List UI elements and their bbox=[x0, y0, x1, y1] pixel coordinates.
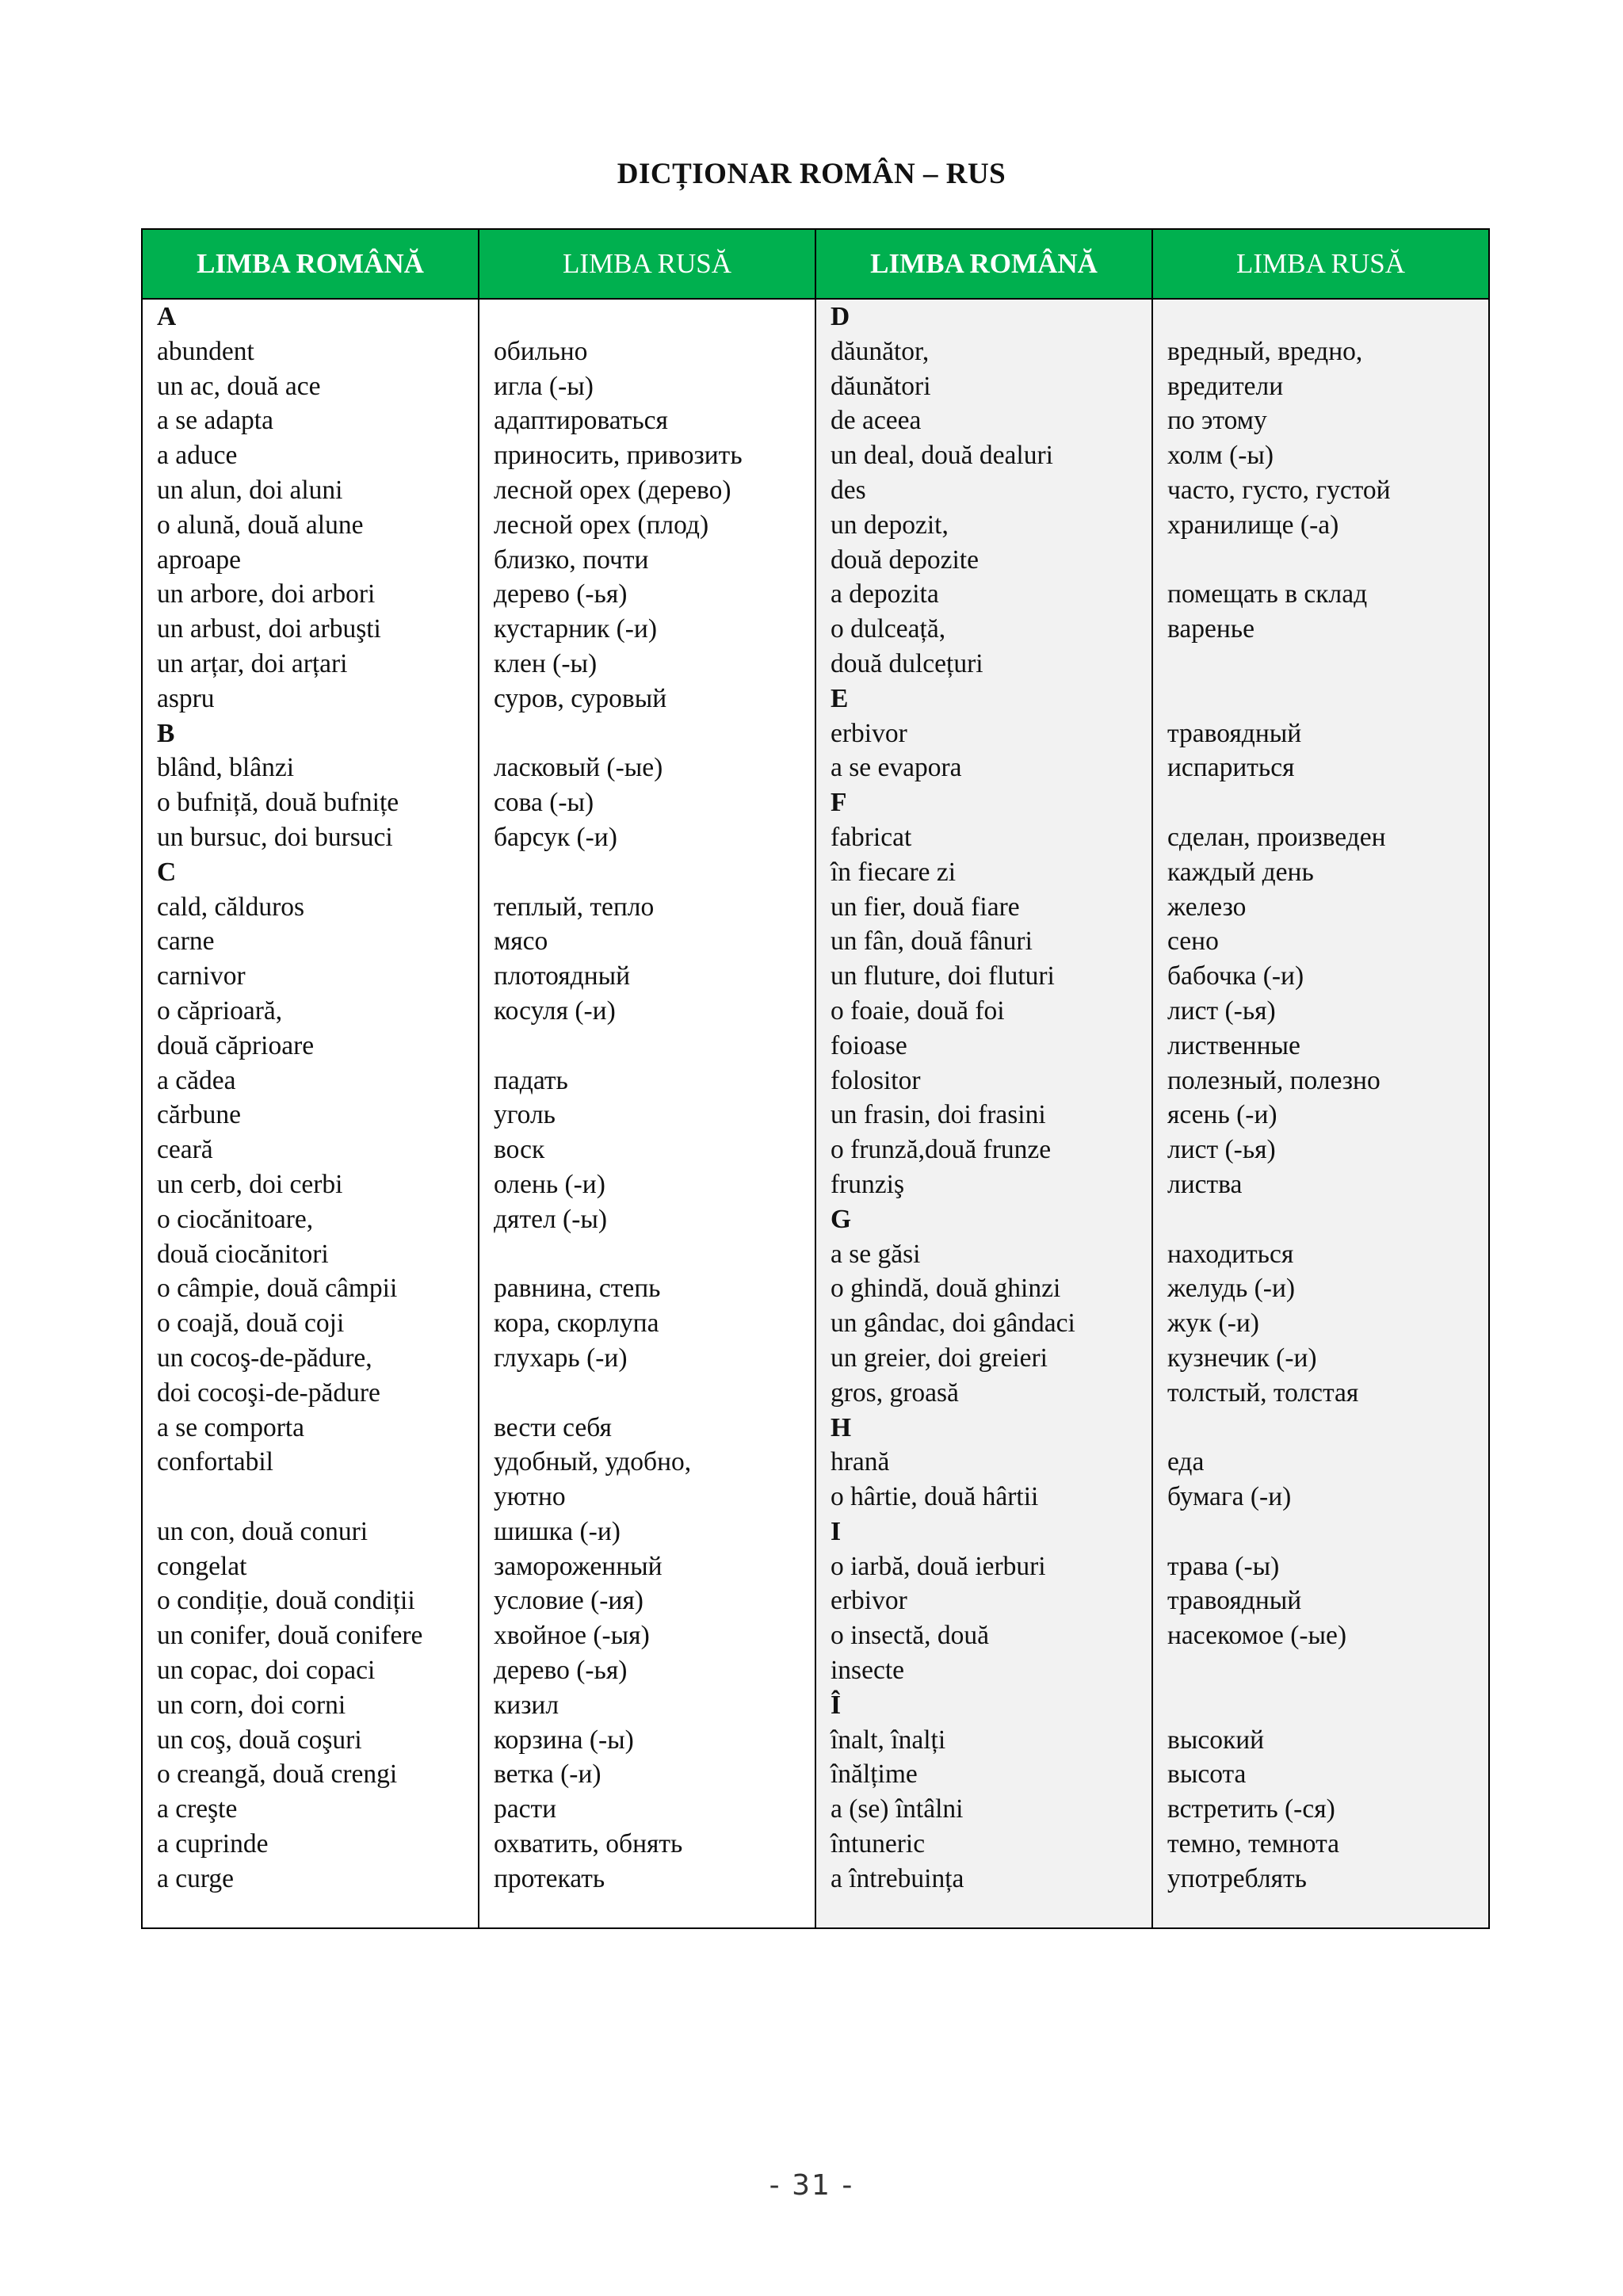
dictionary-entry: варенье bbox=[1167, 614, 1254, 644]
dictionary-entry: вредный, вредно, bbox=[1167, 336, 1363, 366]
column-romanian-1 bbox=[143, 300, 479, 1927]
letter-heading: H bbox=[831, 1412, 852, 1442]
dictionary-entry bbox=[1167, 1653, 1488, 1688]
dictionary-entry: желудь (-и) bbox=[1167, 1274, 1296, 1304]
dictionary-entry bbox=[1167, 682, 1488, 716]
dictionary-entry: суров, суровый bbox=[494, 683, 667, 713]
dictionary-entry: un ac, două ace bbox=[157, 371, 321, 401]
dictionary-entry: a depozita bbox=[831, 579, 939, 609]
dictionary-entry bbox=[494, 1237, 815, 1272]
dictionary-entry: a se găsi bbox=[831, 1239, 921, 1269]
dictionary-entry: вести себя bbox=[494, 1412, 612, 1442]
dictionary-entry: un fân, două fânuri bbox=[831, 926, 1033, 957]
dictionary-entry: теплый, тепло bbox=[494, 892, 655, 922]
dictionary-entry: уютно bbox=[494, 1482, 566, 1512]
dictionary-entry: confortabil bbox=[157, 1447, 273, 1477]
dictionary-entry: un coş, două coşuri bbox=[157, 1725, 362, 1755]
dictionary-entry: erbivor bbox=[831, 1586, 907, 1616]
dictionary-entry: a aduce bbox=[157, 441, 238, 471]
dictionary-entry: aproape bbox=[157, 544, 242, 575]
dictionary-entry: кизил bbox=[494, 1690, 559, 1720]
dictionary-entry bbox=[157, 1480, 478, 1515]
dictionary-entry: хвойное (-ыя) bbox=[494, 1621, 650, 1651]
dictionary-entry: o bufniță, două bufnițe bbox=[157, 788, 399, 818]
dictionary-entry: встретить (-ся) bbox=[1167, 1794, 1335, 1824]
dictionary-entry bbox=[494, 1029, 815, 1064]
dictionary-entry: находиться bbox=[1167, 1239, 1294, 1269]
page-number: - 31 - bbox=[769, 2169, 854, 2202]
dictionary-entry: un corn, doi corni bbox=[157, 1690, 346, 1720]
letter-heading: G bbox=[831, 1204, 852, 1234]
dictionary-entry bbox=[1167, 1688, 1488, 1723]
dictionary-entry: холм (-ы) bbox=[1167, 441, 1274, 471]
dictionary-entry: două ciocănitori bbox=[157, 1239, 329, 1269]
dictionary-entry: плотоядный bbox=[494, 961, 631, 991]
dictionary-entry: протекать bbox=[494, 1863, 605, 1893]
table-body bbox=[143, 300, 1488, 1927]
dictionary-entry: întuneric bbox=[831, 1829, 926, 1859]
dictionary-entry: un frasin, doi frasini bbox=[831, 1100, 1046, 1130]
dictionary-entry bbox=[1167, 1515, 1488, 1549]
dictionary-entry: адаптироваться bbox=[494, 406, 668, 436]
dictionary-entry: ветка (-и) bbox=[494, 1759, 601, 1790]
dictionary-entry: косуля (-и) bbox=[494, 995, 616, 1026]
dictionary-entry: лист (-ья) bbox=[1167, 1135, 1276, 1165]
dictionary-entry: o insectă, două bbox=[831, 1621, 990, 1651]
dictionary-entry: congelat bbox=[157, 1551, 247, 1581]
dictionary-entry: un deal, două dealuri bbox=[831, 441, 1053, 471]
dictionary-entry: листва bbox=[1167, 1169, 1243, 1199]
dictionary-entry: două depozite bbox=[831, 544, 979, 575]
dictionary-entry: толстый, толстая bbox=[1167, 1377, 1359, 1408]
column-romanian-2 bbox=[816, 300, 1153, 1927]
dictionary-entry: a se adapta bbox=[157, 406, 273, 436]
dictionary-entry: употреблять bbox=[1167, 1863, 1307, 1893]
table-header-row bbox=[143, 230, 1488, 300]
header-romanian-2: LIMBA ROMÂNĂ bbox=[816, 230, 1153, 298]
dictionary-entry: мясо bbox=[494, 926, 548, 957]
dictionary-entry: хранилище (-а) bbox=[1167, 510, 1339, 540]
dictionary-entry: de aceea bbox=[831, 406, 922, 436]
dictionary-entry: un cerb, doi cerbi bbox=[157, 1169, 343, 1199]
dictionary-entry bbox=[494, 300, 815, 334]
dictionary-entry: abundent bbox=[157, 336, 254, 366]
dictionary-entry: высота bbox=[1167, 1759, 1247, 1790]
dictionary-entry: o dulceață, bbox=[831, 614, 946, 644]
dictionary-entry: барсук (-и) bbox=[494, 822, 617, 852]
dictionary-entry: un arbore, doi arbori bbox=[157, 579, 376, 609]
dictionary-entry: воск bbox=[494, 1135, 545, 1165]
dictionary-entry: охватить, обнять bbox=[494, 1829, 683, 1859]
dictionary-entry: ласковый (-ые) bbox=[494, 753, 663, 783]
dictionary-entry: o ghindă, două ghinzi bbox=[831, 1274, 1061, 1304]
dictionary-entry: травоядный bbox=[1167, 1586, 1302, 1616]
letter-heading: C bbox=[157, 857, 177, 887]
dictionary-entry: травоядный bbox=[1167, 718, 1302, 748]
dictionary-entry: уголь bbox=[494, 1100, 556, 1130]
dictionary-entry: dăunător, bbox=[831, 336, 930, 366]
letter-heading: E bbox=[831, 683, 849, 713]
dictionary-entry: gros, groasă bbox=[831, 1377, 959, 1408]
letter-heading: B bbox=[157, 718, 175, 748]
dictionary-entry: insecte bbox=[831, 1656, 905, 1686]
dictionary-entry: erbivor bbox=[831, 718, 907, 748]
dictionary-entry: înălțime bbox=[831, 1759, 918, 1790]
dictionary-entry bbox=[1167, 1202, 1488, 1237]
dictionary-entry: a curge bbox=[157, 1863, 235, 1893]
dictionary-entry: frunziş bbox=[831, 1169, 905, 1199]
dictionary-entry: un cocoş-de-pădure, bbox=[157, 1343, 372, 1373]
column-russian-1 bbox=[479, 300, 816, 1927]
dictionary-entry: вредители bbox=[1167, 371, 1284, 401]
dictionary-entry: лесной орех (дерево) bbox=[494, 475, 731, 505]
dictionary-entry: кора, скорлупа bbox=[494, 1308, 659, 1339]
page-title: DICȚIONAR ROMÂN – RUS bbox=[617, 158, 1006, 190]
dictionary-entry: o căprioară, bbox=[157, 995, 283, 1026]
dictionary-entry: железо bbox=[1167, 892, 1247, 922]
dictionary-entry: клен (-ы) bbox=[494, 648, 598, 678]
dictionary-entry: un fluture, doi fluturi bbox=[831, 961, 1055, 991]
dictionary-entry: помещать в склад bbox=[1167, 579, 1368, 609]
letter-heading: A bbox=[157, 302, 177, 331]
dictionary-entry bbox=[1167, 300, 1488, 334]
dictionary-entry: o condiție, două condiții bbox=[157, 1586, 415, 1616]
dictionary-entry: дятел (-ы) bbox=[494, 1204, 608, 1234]
header-russian-1: LIMBA RUSĂ bbox=[479, 230, 816, 298]
dictionary-entry: олень (-и) bbox=[494, 1169, 605, 1199]
dictionary-entry bbox=[1167, 647, 1488, 682]
dictionary-entry: замороженный bbox=[494, 1551, 663, 1581]
dictionary-entry: лист (-ья) bbox=[1167, 995, 1276, 1026]
dictionary-entry: кустарник (-и) bbox=[494, 614, 657, 644]
dictionary-entry: ясень (-и) bbox=[1167, 1100, 1277, 1130]
dictionary-entry: a creşte bbox=[157, 1794, 238, 1824]
dictionary-entry: două dulcețuri bbox=[831, 648, 983, 678]
dictionary-entry: полезный, полезно bbox=[1167, 1065, 1381, 1095]
dictionary-entry bbox=[1167, 1411, 1488, 1446]
dictionary-entry: сено bbox=[1167, 926, 1219, 957]
dictionary-entry bbox=[1167, 785, 1488, 820]
dictionary-entry: лесной орех (плод) bbox=[494, 510, 709, 540]
dictionary-entry: o creangă, două crengi bbox=[157, 1759, 398, 1790]
dictionary-entry: carnivor bbox=[157, 961, 246, 991]
dictionary-entry: un arțar, doi arțari bbox=[157, 648, 348, 678]
dictionary-entry: în fiecare zi bbox=[831, 857, 957, 887]
dictionary-entry: условие (-ия) bbox=[494, 1586, 643, 1616]
dictionary-entry: игла (-ы) bbox=[494, 371, 594, 401]
letter-heading: Î bbox=[831, 1690, 842, 1720]
dictionary-table bbox=[141, 228, 1490, 1929]
dictionary-entry: темно, темнота bbox=[1167, 1829, 1339, 1859]
dictionary-entry: folositor bbox=[831, 1065, 921, 1095]
dictionary-entry: расти bbox=[494, 1794, 557, 1824]
dictionary-entry: o ciocănitoare, bbox=[157, 1204, 314, 1234]
dictionary-entry: a întrebuința bbox=[831, 1863, 964, 1893]
dictionary-entry: испариться bbox=[1167, 753, 1295, 783]
dictionary-entry: a cuprinde bbox=[157, 1829, 269, 1859]
dictionary-entry: дерево (-ья) bbox=[494, 1656, 628, 1686]
dictionary-entry: cald, călduros bbox=[157, 892, 305, 922]
dictionary-entry: жук (-и) bbox=[1167, 1308, 1259, 1339]
dictionary-entry: o iarbă, două ierburi bbox=[831, 1551, 1046, 1581]
dictionary-entry: un conifer, două conifere bbox=[157, 1621, 423, 1651]
header-russian-2: LIMBA RUSĂ bbox=[1236, 248, 1405, 279]
dictionary-entry bbox=[1167, 543, 1488, 578]
dictionary-entry: doi cocoşi-de-pădure bbox=[157, 1377, 380, 1408]
dictionary-entry: des bbox=[831, 475, 866, 505]
dictionary-entry: dăunători bbox=[831, 371, 931, 401]
dictionary-entry: aspru bbox=[157, 683, 215, 713]
header-romanian-1: LIMBA ROMÂNĂ bbox=[143, 230, 479, 298]
letter-heading: I bbox=[831, 1516, 842, 1546]
dictionary-entry: сова (-ы) bbox=[494, 788, 594, 818]
dictionary-entry: еда bbox=[1167, 1447, 1205, 1477]
dictionary-entry: un con, două conuri bbox=[157, 1516, 369, 1546]
dictionary-entry: a cădea bbox=[157, 1065, 236, 1095]
dictionary-entry: насекомое (-ые) bbox=[1167, 1621, 1347, 1651]
dictionary-entry: un copac, doi copaci bbox=[157, 1656, 376, 1686]
dictionary-entry: каждый день bbox=[1167, 857, 1314, 887]
dictionary-entry: трава (-ы) bbox=[1167, 1551, 1280, 1581]
dictionary-entry: hrană bbox=[831, 1447, 890, 1477]
dictionary-entry: часто, густо, густой bbox=[1167, 475, 1391, 505]
dictionary-entry: по этому bbox=[1167, 406, 1267, 436]
dictionary-entry: o alună, două alune bbox=[157, 510, 364, 540]
dictionary-entry: blând, blânzi bbox=[157, 753, 295, 783]
dictionary-entry: бабочка (-и) bbox=[1167, 961, 1304, 991]
dictionary-entry bbox=[494, 855, 815, 890]
dictionary-entry: обильно bbox=[494, 336, 588, 366]
dictionary-entry: равнина, степь bbox=[494, 1274, 661, 1304]
dictionary-entry: o foaie, două foi bbox=[831, 995, 1005, 1026]
dictionary-entry: глухарь (-и) bbox=[494, 1343, 628, 1373]
dictionary-entry: a (se) întâlni bbox=[831, 1794, 964, 1824]
letter-heading: D bbox=[831, 302, 850, 331]
dictionary-entry: ceară bbox=[157, 1135, 213, 1165]
column-russian-2 bbox=[1153, 300, 1488, 1927]
dictionary-entry: un gândac, doi gândaci bbox=[831, 1308, 1075, 1339]
dictionary-entry: foioase bbox=[831, 1030, 907, 1060]
dictionary-entry: un greier, doi greieri bbox=[831, 1343, 1048, 1373]
dictionary-entry: кузнечик (-и) bbox=[1167, 1343, 1317, 1373]
dictionary-entry: fabricat bbox=[831, 822, 912, 852]
dictionary-entry: o câmpie, două câmpii bbox=[157, 1274, 398, 1304]
dictionary-entry: o hârtie, două hârtii bbox=[831, 1482, 1039, 1512]
dictionary-entry: o frunză,două frunze bbox=[831, 1135, 1052, 1165]
dictionary-entry: două căprioare bbox=[157, 1030, 315, 1060]
dictionary-entry: лиственные bbox=[1167, 1030, 1300, 1060]
dictionary-entry: a se evapora bbox=[831, 753, 962, 783]
dictionary-entry bbox=[494, 716, 815, 751]
dictionary-entry: cărbune bbox=[157, 1100, 242, 1130]
dictionary-entry: удобный, удобно, bbox=[494, 1447, 692, 1477]
dictionary-entry: дерево (-ья) bbox=[494, 579, 628, 609]
dictionary-entry: высокий bbox=[1167, 1725, 1265, 1755]
dictionary-entry: un alun, doi aluni bbox=[157, 475, 343, 505]
dictionary-entry: un bursuc, doi bursuci bbox=[157, 822, 393, 852]
dictionary-entry: приносить, привозить bbox=[494, 441, 743, 471]
dictionary-entry: бумага (-и) bbox=[1167, 1482, 1292, 1512]
dictionary-entry: carne bbox=[157, 926, 215, 957]
dictionary-entry: корзина (-ы) bbox=[494, 1725, 634, 1755]
dictionary-entry: шишка (-и) bbox=[494, 1516, 621, 1546]
dictionary-entry: un fier, două fiare bbox=[831, 892, 1020, 922]
dictionary-entry: un depozit, bbox=[831, 510, 949, 540]
dictionary-entry: o coajă, două coji bbox=[157, 1308, 345, 1339]
dictionary-entry: близко, почти bbox=[494, 544, 649, 575]
letter-heading: F bbox=[831, 788, 847, 818]
dictionary-entry bbox=[494, 1376, 815, 1411]
dictionary-entry: сделан, произведен bbox=[1167, 822, 1386, 852]
dictionary-entry: a se comporta bbox=[157, 1412, 305, 1442]
dictionary-entry: înalt, înalți bbox=[831, 1725, 946, 1755]
dictionary-entry: падать bbox=[494, 1065, 568, 1095]
dictionary-entry: un arbust, doi arbuşti bbox=[157, 614, 381, 644]
